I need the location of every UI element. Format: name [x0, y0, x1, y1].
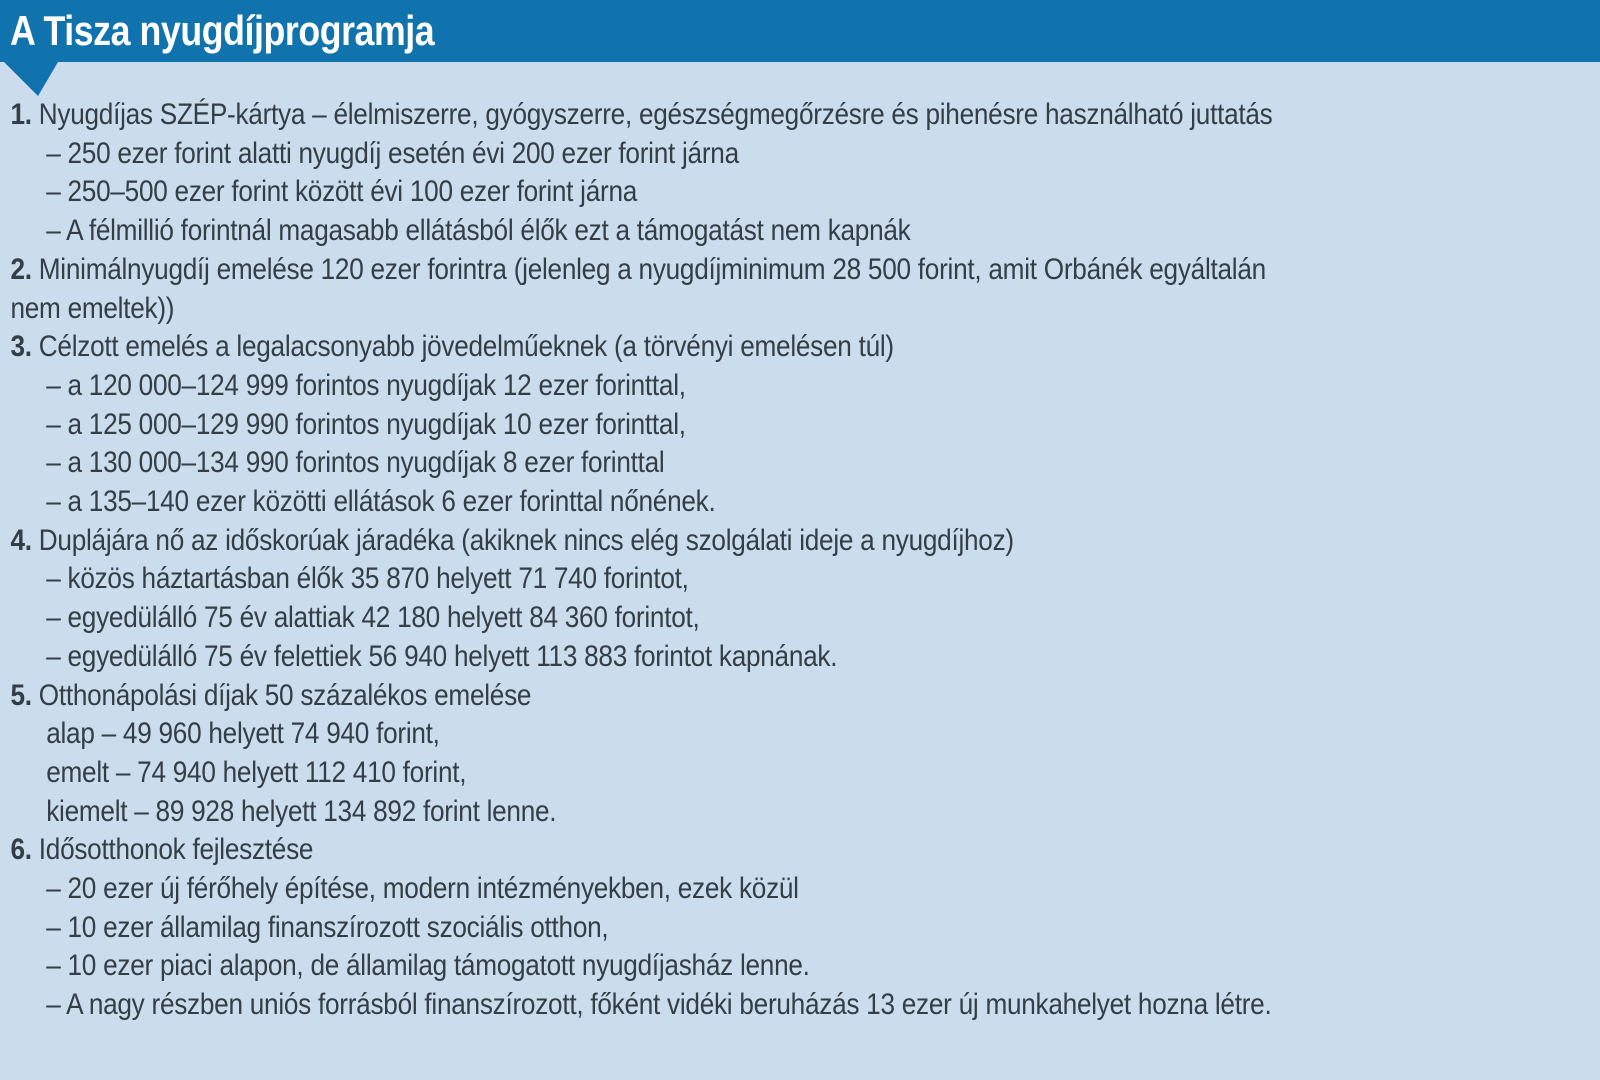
item-6-heading-text: Idősotthonok fejlesztése: [38, 833, 314, 867]
program-item-6: [10, 831, 1591, 1025]
item-5-heading: [10, 677, 1591, 716]
program-item-2: [10, 251, 1591, 328]
header-title-wrap: [10, 8, 1600, 54]
program-item-3: [10, 328, 1591, 522]
item-6-sub-4: – A nagy részben uniós forrásból finanszírozott, főként vidéki beruházás 13 ezer új munkahelyet hozna létre.: [46, 988, 1272, 1022]
item-3-heading-text: Célzott emelés a legalacsonyabb jövedelműeknek (a törvényi emelésen túl): [38, 330, 894, 364]
item-6-sub-3: – 10 ezer piaci alapon, de államilag támogatott nyugdíjasház lenne.: [46, 949, 810, 983]
item-1-sub-3: – A félmillió forintnál magasabb ellátásból élők ezt a támogatást nem kapnák: [46, 214, 911, 248]
item-4-heading: [10, 522, 1591, 561]
item-3-sub-1: – a 120 000–124 999 forintos nyugdíjak 12 ezer forinttal,: [46, 368, 686, 402]
item-1-sub-2: – 250–500 ezer forint között évi 100 ezer forint járna: [46, 175, 638, 209]
item-5-sub-1: alap – 49 960 helyett 74 940 forint,: [46, 717, 440, 751]
item-5-heading-text: Otthonápolási díjak 50 százalékos emelése: [38, 678, 532, 712]
item-3-heading: [10, 328, 1591, 367]
header-bar: [0, 0, 1600, 62]
item-3-sub-2: – a 125 000–129 990 forintos nyugdíjak 10 ezer forinttal,: [46, 407, 686, 441]
item-3-number: 3.: [10, 330, 32, 364]
page-title: A Tisza nyugdíjprogramja: [10, 7, 435, 54]
program-item-5: [10, 677, 1591, 832]
item-4-number: 4.: [10, 523, 32, 557]
item-4-heading-text: Duplájára nő az időskorúak járadéka (akiknek nincs elég szolgálati ideje a nyugdíjhoz): [38, 523, 1014, 557]
item-1-sub-1: – 250 ezer forint alatti nyugdíj esetén évi 200 ezer forint járna: [46, 136, 739, 170]
item-1-heading-text: Nyugdíjas SZÉP-kártya – élelmiszerre, gyógyszerre, egészségmegőrzésre és pihenésre használható juttatás: [38, 98, 1273, 131]
item-5-sub-3: kiemelt – 89 928 helyett 134 892 forint lenne.: [46, 794, 557, 828]
item-4-sub-3: – egyedülálló 75 év felettiek 56 940 helyett 113 883 forintot kapnának.: [46, 639, 838, 673]
program-item-4: [10, 522, 1591, 677]
item-5-sub-2: emelt – 74 940 helyett 112 410 forint,: [46, 755, 467, 789]
item-4-sub-1: – közös háztartásban élők 35 870 helyett 71 740 forintot,: [46, 562, 689, 596]
item-1-heading: [10, 96, 1591, 135]
item-3-sub-3: – a 130 000–134 990 forintos nyugdíjak 8 ezer forinttal: [46, 446, 665, 480]
item-2-heading-continuation: nem emeltek)): [10, 291, 175, 325]
item-2-heading: [10, 251, 1591, 290]
item-6-number: 6.: [10, 833, 32, 867]
item-1-number: 1.: [10, 98, 32, 131]
pension-program-list: [0, 62, 1600, 1025]
item-6-heading: [10, 831, 1591, 870]
item-5-number: 5.: [10, 678, 32, 712]
item-6-sub-2: – 10 ezer államilag finanszírozott szociális otthon,: [46, 910, 609, 944]
item-4-sub-2: – egyedülálló 75 év alattiak 42 180 helyett 84 360 forintot,: [46, 601, 700, 635]
item-2-number: 2.: [10, 252, 32, 286]
item-6-sub-1: – 20 ezer új férőhely építése, modern intézményekben, ezek közül: [46, 872, 799, 906]
item-2-heading-text: Minimálnyugdíj emelése 120 ezer forintra (jelenleg a nyugdíjminimum 28 500 forint, amit Orbánék egyáltalán: [38, 252, 1266, 286]
item-3-sub-4: – a 135–140 ezer közötti ellátások 6 ezer forinttal nőnének.: [46, 485, 716, 519]
program-item-1: [10, 96, 1591, 251]
